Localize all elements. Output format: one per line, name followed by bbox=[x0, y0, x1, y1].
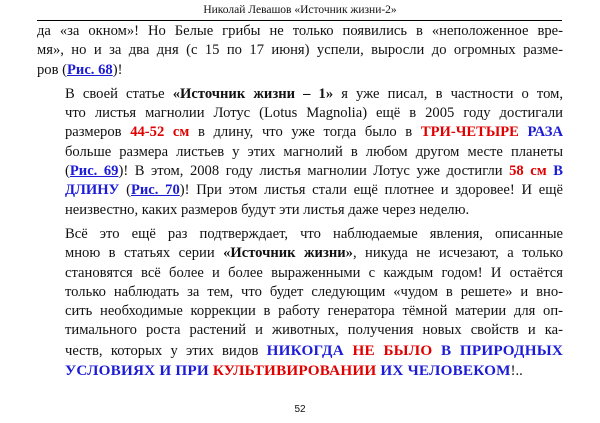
emphasis-blue: УСЛОВИЯХ И ПРИ bbox=[65, 362, 213, 380]
page-number: 52 bbox=[294, 404, 306, 415]
body-text bbox=[37, 22, 563, 386]
text-line: мя», но и за два дня (с 15 по 17 июня) успели, выросли до огромных разме- bbox=[37, 42, 563, 59]
text-line: ДЛИНУ (Рис. 70)! При этом листья стали ещё плотнее и здоровее! И ещё bbox=[65, 182, 563, 199]
emphasis-blue: НИКОГДА bbox=[266, 341, 344, 359]
figure-link-69[interactable]: Рис. 69 bbox=[69, 163, 119, 180]
text-line: Всё это ещё раз подтверждает, что наблюдаемые явления, описанные bbox=[65, 225, 563, 242]
header-rule bbox=[37, 20, 562, 21]
text-line: становятся всё более и более выраженными с каждым годом! И остаётся bbox=[65, 264, 563, 281]
emphasis-blue: В ПРИРОДНЫХ bbox=[432, 341, 563, 359]
text-line: только наблюдать за тем, что будет следующим «чудом в решете» и вно- bbox=[65, 283, 563, 300]
emphasis-blue: РАЗА bbox=[518, 124, 563, 141]
figure-link-70[interactable]: Рис. 70 bbox=[130, 182, 180, 199]
text-line: неизвестно, каких размеров будут эти листья даже через неделю. bbox=[65, 201, 470, 218]
text-line: да «за окном»! Но Белые грибы не только появились в «неположенное вре- bbox=[37, 23, 563, 39]
emphasis-blue: ИХ ЧЕЛОВЕКОМ bbox=[376, 362, 511, 380]
figure-link-68[interactable]: Рис. 68 bbox=[67, 61, 113, 78]
paragraph-2 bbox=[37, 85, 563, 220]
emphasis-blue: В bbox=[546, 163, 563, 180]
text-line: (Рис. 69)! В этом, 2008 году листья магнолии Лотус уже достигли 58 см В bbox=[65, 163, 563, 180]
running-header: Николай Левашов «Источник жизни-2» bbox=[203, 4, 397, 16]
paragraph-1 bbox=[37, 22, 563, 80]
text-line: честв, которых у этих видов НИКОГДА НЕ БЫЛО В ПРИРОДНЫХ bbox=[65, 341, 563, 359]
emphasis-red: ТРИ-ЧЕТЫРЕ bbox=[420, 124, 519, 141]
text-line: ров (Рис. 68)! bbox=[37, 61, 123, 78]
paragraph-3 bbox=[37, 225, 563, 381]
emphasis-red: КУЛЬТИВИРОВАНИИ bbox=[212, 362, 377, 380]
emphasis-blue: ДЛИНУ bbox=[65, 182, 120, 199]
size-highlight: 58 см bbox=[509, 163, 547, 180]
text-line: В своей статье «Источник жизни – 1» я уже писал, в частности о том, bbox=[65, 85, 563, 102]
text-line: сить необходимые коррекции в работу генератора тёмной материи для оп- bbox=[65, 303, 563, 320]
text-line: что листья магнолии Лотус (Lotus Magnolia) ещё в 2005 году достигали bbox=[65, 105, 563, 122]
series-title: «Источник жизни» bbox=[223, 245, 353, 262]
emphasis-red: НЕ БЫЛО bbox=[343, 341, 433, 359]
text-line: мною в статьях серии «Источник жизни», никуда не исчезают, а только bbox=[65, 245, 563, 262]
article-title: «Источник жизни – 1» bbox=[172, 85, 334, 102]
text-line: тимального роста растений и животных, получения новых свойств и ка- bbox=[65, 322, 563, 339]
text-line: размеров 44-52 см в длину, что уже тогда было в ТРИ-ЧЕТЫРЕ РАЗА bbox=[65, 124, 563, 141]
size-highlight: 44-52 см bbox=[130, 124, 190, 141]
text-line: больше размера листьев у этих магнолий в любом другом месте планеты bbox=[65, 143, 563, 160]
text-line: УСЛОВИЯХ И ПРИ КУЛЬТИВИРОВАНИИ ИХ ЧЕЛОВЕКОМ!.. bbox=[65, 362, 523, 380]
